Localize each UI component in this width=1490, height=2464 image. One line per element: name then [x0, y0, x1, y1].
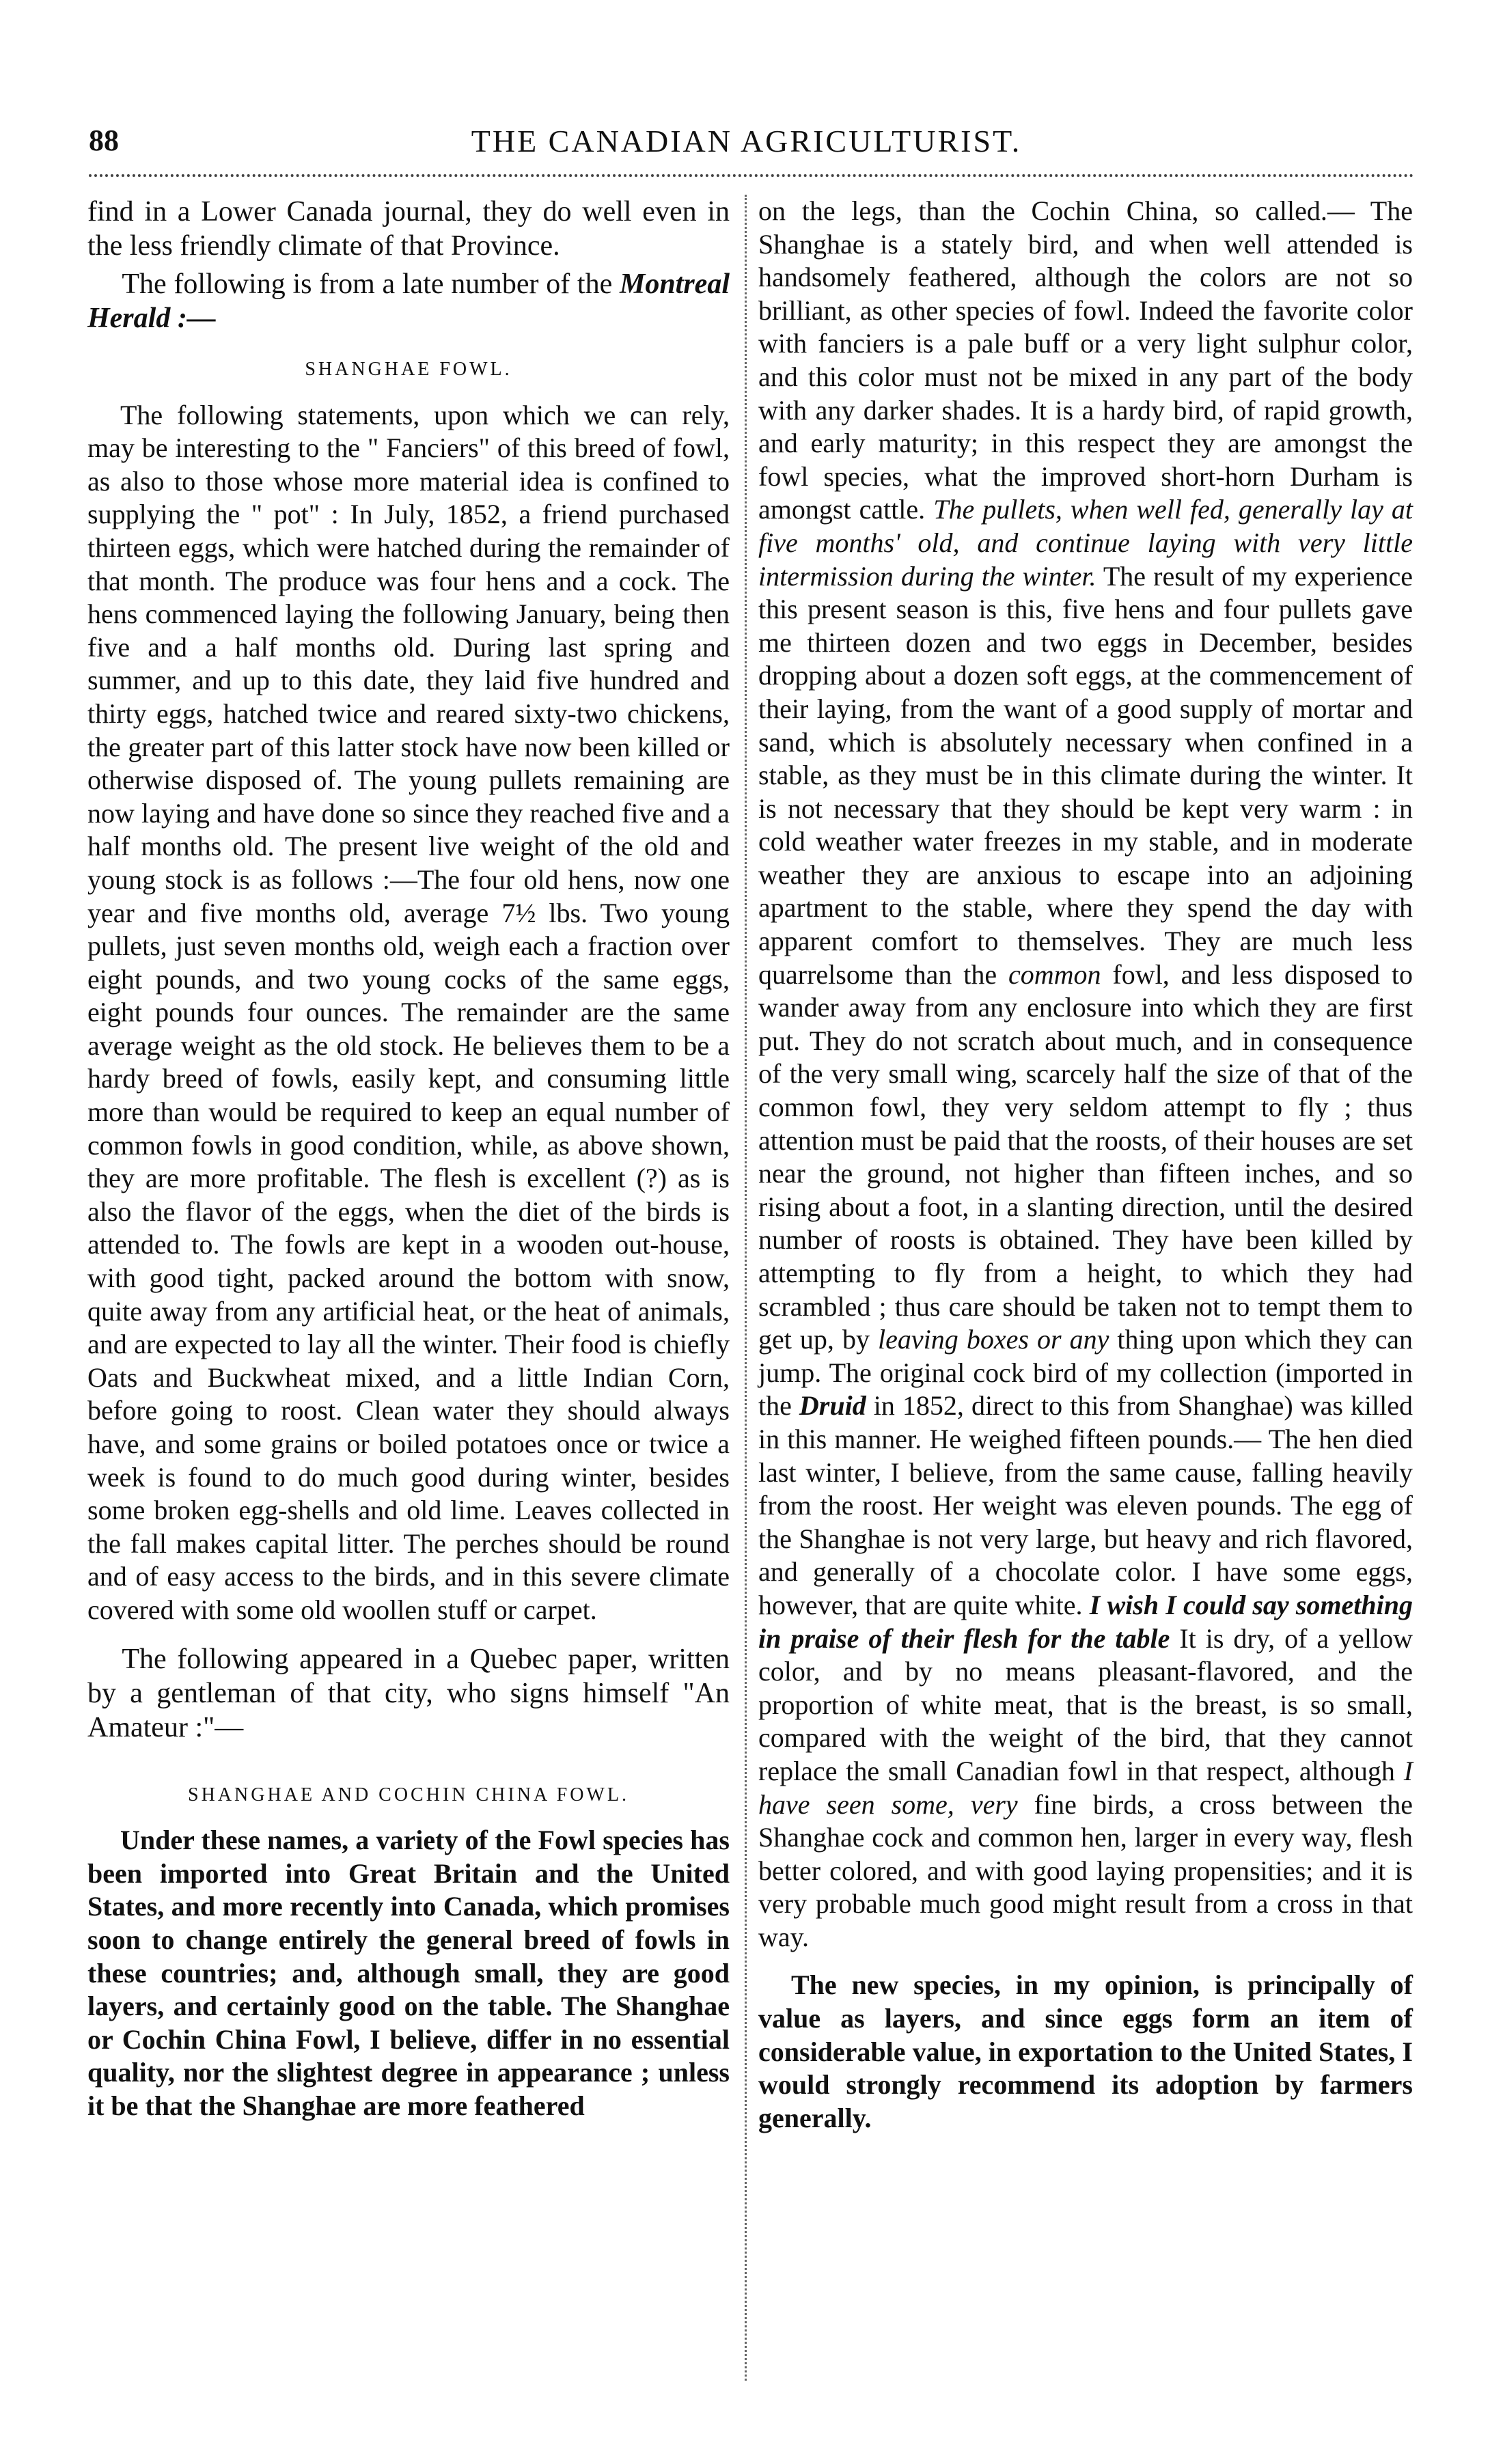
paragraph: The following statements, upon which we can rely, may be interesting to the " Fanciers" of this breed of fowl, as also to those whose more material idea is confined to supplying the " pot" : In July, 1852, a friend purchased thirteen eggs, which were hatched during the remainder of that month. The produce was four hens and a cock. The hens commenced laying the following January, being then five and a half months old. During last spring and summer, and up to this date, they laid five hundred and thirty eggs, hatched twice and reared sixty-two chickens, the greater part of this latter stock have now been killed or otherwise disposed of. The young pullets remaining are now laying and have done so since they reached five and a half months old. The present live weight of the old and young stock is as follows :—The four old hens, now one year and five months old, average 7½ lbs. Two young pullets, just seven months old, weigh each a fraction over eight pounds, and two young cocks of the same eggs, eight pounds four ounces. The remainder are the same average weight as the old stock. He believes them to be a hardy breed of fowls, easily kept, and consuming little more than would be required to keep an equal number of common fowls in good condition, while, as above shown, they are more profitable. The flesh is excellent (?) as is also the flavor of the eggs, when the diet of the birds is attended to. The fowls are kept in a wooden out-house, with good tight, packed around the bottom with snow, quite away from any artificial heat, or the heat of animals, and are expected to lay all the winter. Their food is chiefly Oats and Buckwheat mixed, and a little Indian Corn, before going to roost. Clean water they should always have, and some grains or boiled potatoes once or twice a week is found to do much good during winter, besides some broken egg-shells and old lime. Leaves collected in the fall makes capital litter. The perches should be round and of easy access to the birds, and in this severe climate covered with some old woollen stuff or carpet. — [87, 399, 730, 1625]
header-rule — [89, 174, 1414, 177]
italic-run: leaving boxes or any — [878, 1324, 1109, 1355]
paragraph: Under these names, a variety of the Fowl species has been imported into Great Britain and the United States, and more recently into Canada, which promises soon to change entirely the general breed of fowls in these countries; and, although small, they are good layers, and certainly good on the table. The Shanghae or Cochin China Fowl, I believe, differ in no essential quality, nor the slightest degree in appearance ; unless it be that the Shanghae are more feathered — [87, 1825, 730, 2121]
right-column — [758, 195, 1413, 2139]
text-run: in 1852, direct to this from Shanghae) was killed in this manner. He weighed fifteen pounds.— The hen died last winter, I believe, from the same cause, falling heavily from the roost. Her weight was eleven pounds. The egg of the Shanghae is not very large, but heavy and rich flavored, and generally of a chocolate color. I have some eggs, however, that are quite white. — [758, 1390, 1413, 1620]
section-heading: SHANGHAE AND COCHIN CHINA FOWL. — [188, 1784, 629, 1805]
text-run: thing upon which they can jump. The original cock bird of my collection (imported in the — [758, 1324, 1413, 1422]
text-run: The result of my experience this present season is this, five hens and four pullets gave me thirteen dozen and two eggs in December, besides dropping about a dozen soft eggs, at the commencement of their laying, from the want of a good supply of mortar and sand, which is absolutely necessary when confined in a stable, as they must be in this climate during the winter. It is not necessary that they should be kept very warm : in cold weather water freezes in my stable, and in moderate weather they are anxious to escape into an adjoining apartment to the stable, where they spend the day with apparent comfort to themselves. They are much less quarrelsome than the — [758, 560, 1413, 990]
left-column — [87, 195, 730, 2127]
text-run: on the legs, than the Cochin China, so called.— The Shanghae is a stately bird, and when well attended is handsomely feathered, although the colors are not so brilliant, as other species of fowl. Indeed the favorite color with fanciers is a pale buff or a very light sulphur color, and this color must not be mixed in any part of the body with any darker shades. It is a hardy bird, of rapid growth, and early maturity; in this respect they are amongst the fowl species, what the improved short-horn Durham is amongst cattle. — [758, 195, 1413, 525]
italic-run: common — [1008, 958, 1101, 990]
running-title: THE CANADIAN AGRICULTURIST. — [471, 124, 1022, 158]
source-title: Montreal Herald :— — [87, 268, 730, 334]
paragraph-text: The following is from a late number of the — [122, 268, 613, 300]
italic-run: Druid — [799, 1390, 866, 1422]
text-run: fine birds, a cross between the Shanghae cock and common hen, larger in every way, flesh better colored, and with good laying propensities; and it is very probable much good might result from a cross in that way. — [758, 1788, 1413, 1952]
paragraph: The following appeared in a Quebec paper, written by a gentleman of that city, who signs himself "An Amateur :"— — [87, 1643, 730, 1743]
italic-run: I wish I could say something in praise of their flesh for the table — [758, 1589, 1413, 1654]
section-heading: SHANGHAE FOWL. — [305, 359, 512, 380]
paragraph: find in a Lower Canada journal, they do well even in the less friendly climate of that Province. — [87, 196, 730, 262]
text-run: It is dry, of a yellow color, and by no means pleasant-flavored, and the proportion of white meat, that is the breast, is so small, compared with the weight of the bird, that they cannot replace the small Canadian fowl in that respect, although — [758, 1622, 1413, 1786]
text-run: fowl, and less disposed to wander away from any enclosure into which they are first put. They do not scratch about much, and in consequence of the very small wing, scarcely half the size of that of the common fowl, they very seldom attempt to fly ; thus attention must be paid that the roosts, of their houses are set near the ground, not higher than fifteen inches, and so rising about a foot, in a slanting direction, until the desired number of roosts is obtained. They have been killed by attempting to fly from a height, to which they had scrambled ; thus care should be taken not to tempt them to get up, by — [758, 958, 1413, 1355]
italic-run: The pullets, when well fed, generally lay at five months' old, and continue laying with very little intermission during the winter. — [758, 494, 1413, 592]
paragraph — [87, 267, 730, 335]
paragraph — [758, 195, 1413, 1954]
italic-run: I have seen some, very — [758, 1755, 1413, 1820]
paragraph: The new species, in my opinion, is principally of value as layers, and since eggs form an item of considerable value, in exportation to the United States, I would strongly recommend its adoption by farmers generally. — [758, 1969, 1413, 2133]
page-header — [82, 123, 1411, 164]
page-number: 88 — [89, 124, 119, 157]
column-divider — [745, 195, 747, 2381]
